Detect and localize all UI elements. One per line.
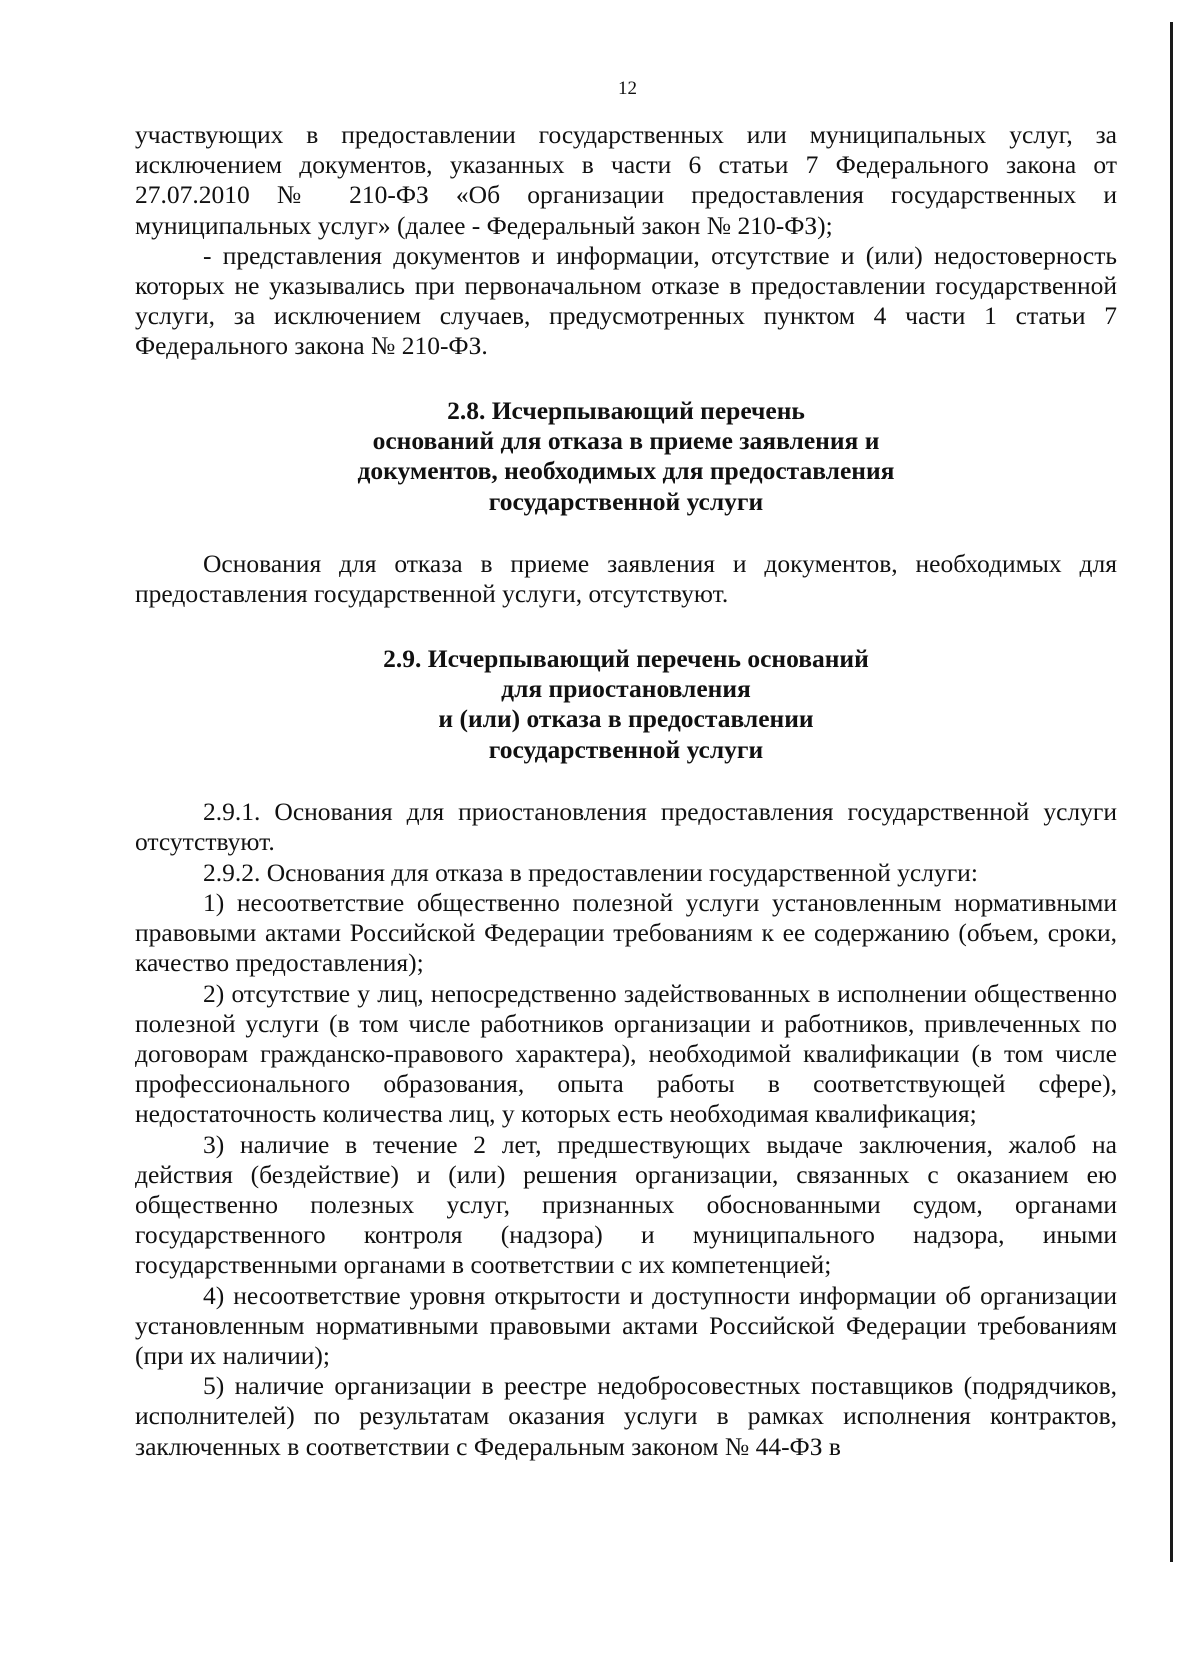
list-item-5: 5) наличие организации в реестре недобросовестных поставщиков (подрядчиков, исполнителей) по результатам оказания услуги в рамках исполнения контрактов, заключенных в соответствии с Федеральным законом № 44-ФЗ в: [135, 1371, 1117, 1461]
heading-line: 2.9. Исчерпывающий перечень оснований: [383, 643, 869, 673]
paragraph-2-9-2: 2.9.2. Основания для отказа в предоставлении государственной услуги:: [203, 857, 978, 887]
heading-line: и (или) отказа в предоставлении: [438, 704, 814, 734]
paragraph-2-9-1: 2.9.1. Основания для приостановления предоставления государственной услуги отсутствуют.: [135, 797, 1117, 857]
list-item-1: 1) несоответствие общественно полезной услуги установленным нормативными правовыми актами Российской Федерации требованиям к ее содержанию (объем, сроки, качество предоставления);: [135, 887, 1117, 978]
list-item-2: 2) отсутствие у лиц, непосредственно задействованных в исполнении общественно полезной услуги (в том числе работников организации и работников, привлеченных по договорам гражданско-правового характера), необходимой квалификации (в том числе профессионального образования, опыта работы в соответствующей сфере), недостаточность количества лиц, у которых есть необходимая квалификация;: [135, 978, 1117, 1129]
list-item-4: 4) несоответствие уровня открытости и доступности информации об организации установленным нормативными правовыми актами Российской Федерации требованиям (при их наличии);: [135, 1280, 1117, 1370]
heading-line: государственной услуги: [488, 486, 764, 516]
paragraph-continuation: участвующих в предоставлении государственных или муниципальных услуг, за исключением документов, указанных в части 6 статьи 7 Федерального закона от 27.07.2010 № 210-ФЗ «Об организации предоставления государственных и муниципальных услуг» (далее - Федеральный закон № 210-ФЗ);: [135, 120, 1117, 240]
list-item-3: 3) наличие в течение 2 лет, предшествующих выдаче заключения, жалоб на действия (бездействие) и (или) решения организации, связанных с оказанием ею общественно полезных услуг, признанных обоснованными судом, органами государственного контроля (надзора) и муниципального надзора, иными государственными органами в соответствии с их компетенцией;: [135, 1129, 1117, 1280]
heading-line: для приостановления: [501, 674, 751, 704]
heading-line: документов, необходимых для предоставления: [357, 456, 895, 486]
section-heading-2-9: [135, 644, 1117, 766]
paragraph-list-item: - представления документов и информации, отсутствие и (или) недостоверность которых не указывались при первоначальном отказе в предоставлении государственной услуги, за исключением случаев, предусмотренных пунктом 4 части 1 статьи 7 Федерального закона № 210-ФЗ.: [135, 240, 1117, 361]
heading-line: оснований для отказа в приеме заявления и: [372, 426, 880, 456]
page-number: 12: [618, 78, 637, 99]
document-body: [135, 120, 1117, 1462]
scan-edge-line: [1170, 22, 1173, 1562]
heading-line: государственной услуги: [488, 734, 764, 764]
section-heading-2-8: [135, 396, 1117, 518]
section-2-8-body: Основания для отказа в приеме заявления и документов, необходимых для предоставления государственной услуги, отсутствуют.: [135, 549, 1117, 609]
heading-line: 2.8. Исчерпывающий перечень: [447, 395, 805, 425]
